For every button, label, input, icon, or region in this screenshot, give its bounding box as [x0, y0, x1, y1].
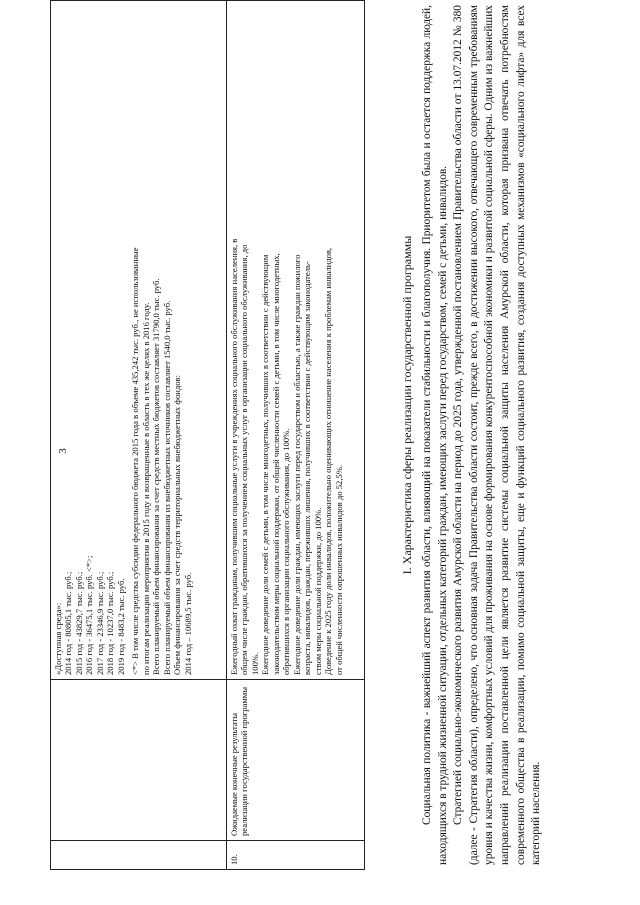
- row-label-cell: [51, 680, 227, 841]
- text-line: ством меры социальной поддержки, до 100%.: [312, 507, 323, 675]
- page-number: 3: [56, 448, 69, 454]
- text-line: обратившихся в организации социального обслуживания, до 100%.: [281, 428, 292, 675]
- text-line: Всего планируемый объем финансирования за счет средств местных бюджетов составляет 31790,0 тыс. руб.: [151, 278, 162, 675]
- text-line: общем числе граждан, обратившихся за получением социальных услуг в организации социального обслуживания, до: [239, 244, 250, 675]
- row-number-cell: 10.: [227, 841, 365, 870]
- text-line: Доведение к 2025 году доли инвалидов, положительно оценивающих отношение населения к проблемам инвалидов,: [323, 247, 334, 675]
- text-line: по итогам реализации мероприятия в 2015 году и возвращенные в область в тех же целях в 2016 году.: [140, 302, 151, 675]
- text-line: <*> В том числе средства субсидии федерального бюджета 2015 года в объеме 435,242 тыс. руб., не использованные: [130, 247, 141, 675]
- text-line: Всего планируемый объем финансирования из внебюджетных источников составляет 1540,0 тыс. руб.: [161, 300, 172, 675]
- table-row: [227, 1, 365, 870]
- text-line: 2019 год - 8483,2 тыс. руб.: [115, 578, 126, 675]
- text-line: Ежегодное доведение доли граждан, имеющих заслуги перед государством и областью, а также граждан пожилого: [291, 254, 302, 675]
- text-line: 100%.: [249, 652, 260, 675]
- financing-cell: [51, 1, 227, 680]
- table-row: [51, 1, 227, 870]
- row-label-cell: Ожидаемые конечные результаты реализации государственной программы: [227, 680, 365, 841]
- text-line: 2016 год - 36475,1 тыс. руб. <*>;: [84, 555, 95, 675]
- paragraph: Стратегией социально-экономического развития Амурской области на период до 2025 года, утвержденной постановлением Правительства области от 13.07.2012 № 380 (далее - Стратегия области), определено, что основная задача Правительства области состоит, прежде всего, в достижении высокого, отвечающего современным требованиям уровня и качества жизни, комфортных условий для проживания на основе формирования конкурентоспособной экономики и развитой социальной сферы. Одним из важнейших направлений реализации поставленной цели является развитие системы социальной защиты населения Амурской области, которая призвана отвечать потребностям современного общества в реализации, помимо социальной защиты, еще и функций социального развития, создания доступных механизмов «социального лифта» для всех категорий населения.: [452, 5, 543, 865]
- text-line: Ежегодное доведение доли семей с детьми, в том числе многодетных, получивших в соответствии с действующим: [260, 254, 271, 675]
- body-text: [420, 5, 545, 865]
- text-line: 2014 год – 10689,5 тыс. руб.: [182, 572, 193, 675]
- text-line: возраста, инвалидов, граждан, переживших лишения, получивших в соответствии с действующим законодатель-: [302, 261, 313, 675]
- text-line: Объем финансирования за счет средств территориальных внебюджетных фондов:: [172, 375, 183, 675]
- text-line: законодательством меры социальной поддержки, от общей численности семей с детьми, в том числе многодетных,: [270, 253, 281, 675]
- section-title: I. Характеристика сферы реализации государственной программы: [400, 235, 414, 575]
- text-line: 2015 год - 43829,7 тыс. руб.;: [73, 571, 84, 675]
- text-line: Ежегодный охват гражданам, получившим социальные услуги в учреждениях социального обслуживания населения, в: [229, 238, 239, 675]
- text-line: «Доступная среда»:: [53, 602, 63, 675]
- text-line: 2017 год - 23346,9 тыс. руб.;: [94, 571, 105, 675]
- program-passport-table: [50, 0, 365, 870]
- text-line: 2018 год - 10237,0 тыс. руб.;: [105, 571, 116, 675]
- text-line: от общей численности опрошенных инвалидов до 52,5%.: [333, 464, 344, 675]
- row-number-cell: [51, 841, 227, 870]
- paragraph: Социальная политика - важнейший аспект развития области, влияющий на показатели стабильности и благополучия. Приоритетом была и остается поддержка людей, находящихся в трудной жизненной ситуации, отдельных категорий граждан, имеющих заслуги перед государством, семей с детьми, инвалидов.: [421, 5, 449, 865]
- results-cell: [227, 1, 365, 680]
- text-line: 2014 год - 80805,1 тыс. руб.;: [63, 571, 74, 675]
